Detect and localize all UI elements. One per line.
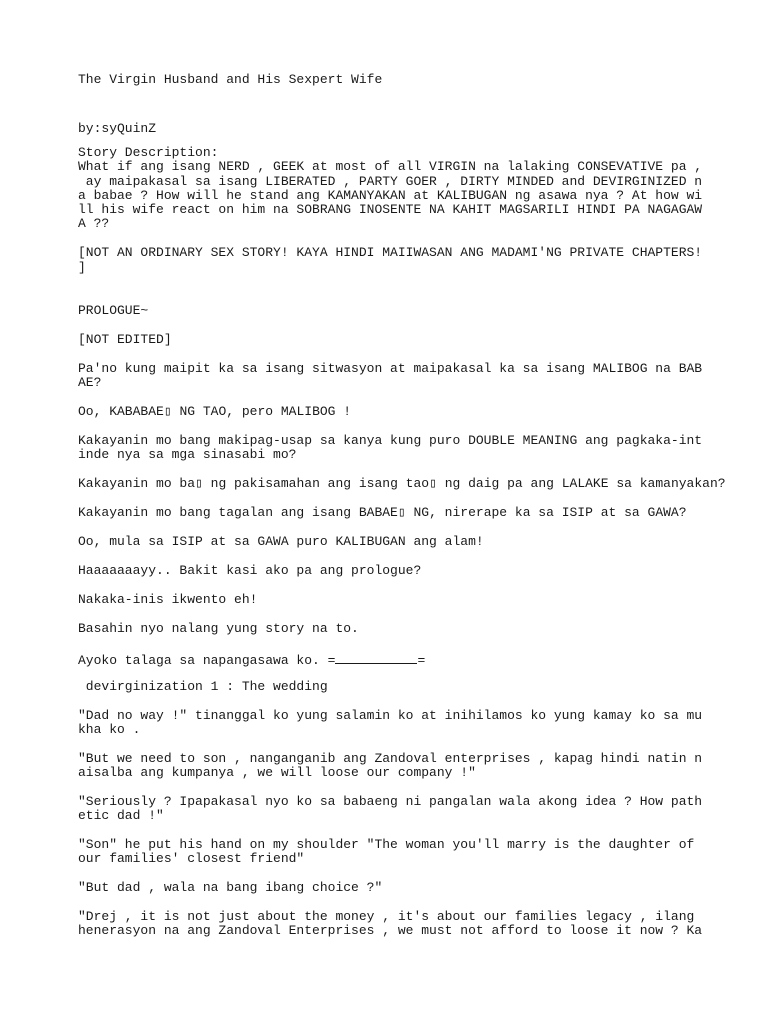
paragraph-line: "Seriously ? Ipapakasal nyo ko sa babaeng ni pangalan wala akong idea ? How path [78, 794, 703, 809]
paragraph-line: kha ko . [78, 722, 141, 737]
notice-line: ] [78, 260, 86, 275]
paragraph-line: inde nya sa mga sinasabi mo? [78, 447, 297, 462]
story-title: The Virgin Husband and His Sexpert Wife [78, 72, 383, 87]
paragraph-line: AE? [78, 375, 102, 390]
paragraph-text: Ayoko talaga sa napangasawa ko. = [78, 653, 336, 668]
paragraph-line: "But dad , wala na bang ibang choice ?" [78, 880, 383, 895]
description-heading: Story Description: [78, 145, 219, 160]
paragraph-line: aisalba ang kumpanya , we will loose our company !" [78, 765, 476, 780]
chapter-heading: devirginization 1 : The wedding [78, 679, 328, 694]
not-edited-note: [NOT EDITED] [78, 332, 172, 347]
paragraph-line: Oo, KABABAE▯ NG TAO, pero MALIBOG ! [78, 404, 352, 419]
paragraph-line: Kakayanin mo bang makipag-usap sa kanya kung puro DOUBLE MEANING ang pagkaka-int [78, 433, 703, 448]
paragraph-line: Basahin nyo nalang yung story na to. [78, 621, 359, 636]
description-line: a babae ? How will he stand ang KAMANYAKAN at KALIBUGAN ng asawa nya ? At how wi [78, 188, 703, 203]
paragraph-line: "But we need to son , nanganganib ang Zandoval enterprises , kapag hindi natin n [78, 751, 703, 766]
paragraph-line: Pa'no kung maipit ka sa isang sitwasyon at maipakasal ka sa isang MALIBOG na BAB [78, 361, 703, 376]
description-line: A ?? [78, 216, 110, 231]
paragraph-line: "Dad no way !" tinanggal ko yung salamin ko at inihilamos ko yung kamay ko sa mu [78, 708, 703, 723]
paragraph-line: etic dad !" [78, 808, 164, 823]
description-line: ll his wife react on him na SOBRANG INOSENTE NA KAHIT MAGSARILI HINDI PA NAGAGAW [78, 202, 703, 217]
paragraph-line: Nakaka-inis ikwento eh! [78, 592, 258, 607]
description-line: ay maipakasal sa isang LIBERATED , PARTY GOER , DIRTY MINDED and DEVIRGINIZED n [78, 174, 703, 189]
author-byline: by:syQuinZ [78, 121, 157, 136]
paragraph-line: Kakayanin mo bang tagalan ang isang BABAE▯ NG, nirerape ka sa ISIP at sa GAWA? [78, 505, 687, 520]
paragraph-line [78, 651, 425, 668]
paragraph-text: = [417, 653, 426, 668]
paragraph-line: "Drej , it is not just about the money , it's about our families legacy , ilang [78, 909, 695, 924]
underline-blank [335, 651, 417, 664]
description-line: What if ang isang NERD , GEEK at most of all VIRGIN na lalaking CONSEVATIVE pa , [78, 159, 703, 174]
paragraph-line: henerasyon na ang Zandoval Enterprises , we must not afford to loose it now ? Ka [78, 923, 703, 938]
notice-line: [NOT AN ORDINARY SEX STORY! KAYA HINDI MAIIWASAN ANG MADAMI'NG PRIVATE CHAPTERS! [78, 245, 703, 260]
prologue-heading: PROLOGUE~ [78, 303, 149, 318]
paragraph-line: Kakayanin mo ba▯ ng pakisamahan ang isang tao▯ ng daig pa ang LALAKE sa kamanyakan? [78, 476, 726, 491]
paragraph-line: Haaaaaaayy.. Bakit kasi ako pa ang prologue? [78, 563, 422, 578]
paragraph-line: "Son" he put his hand on my shoulder "The woman you'll marry is the daughter of [78, 837, 695, 852]
paragraph-line: our families' closest friend" [78, 851, 305, 866]
paragraph-line: Oo, mula sa ISIP at sa GAWA puro KALIBUGAN ang alam! [78, 534, 484, 549]
